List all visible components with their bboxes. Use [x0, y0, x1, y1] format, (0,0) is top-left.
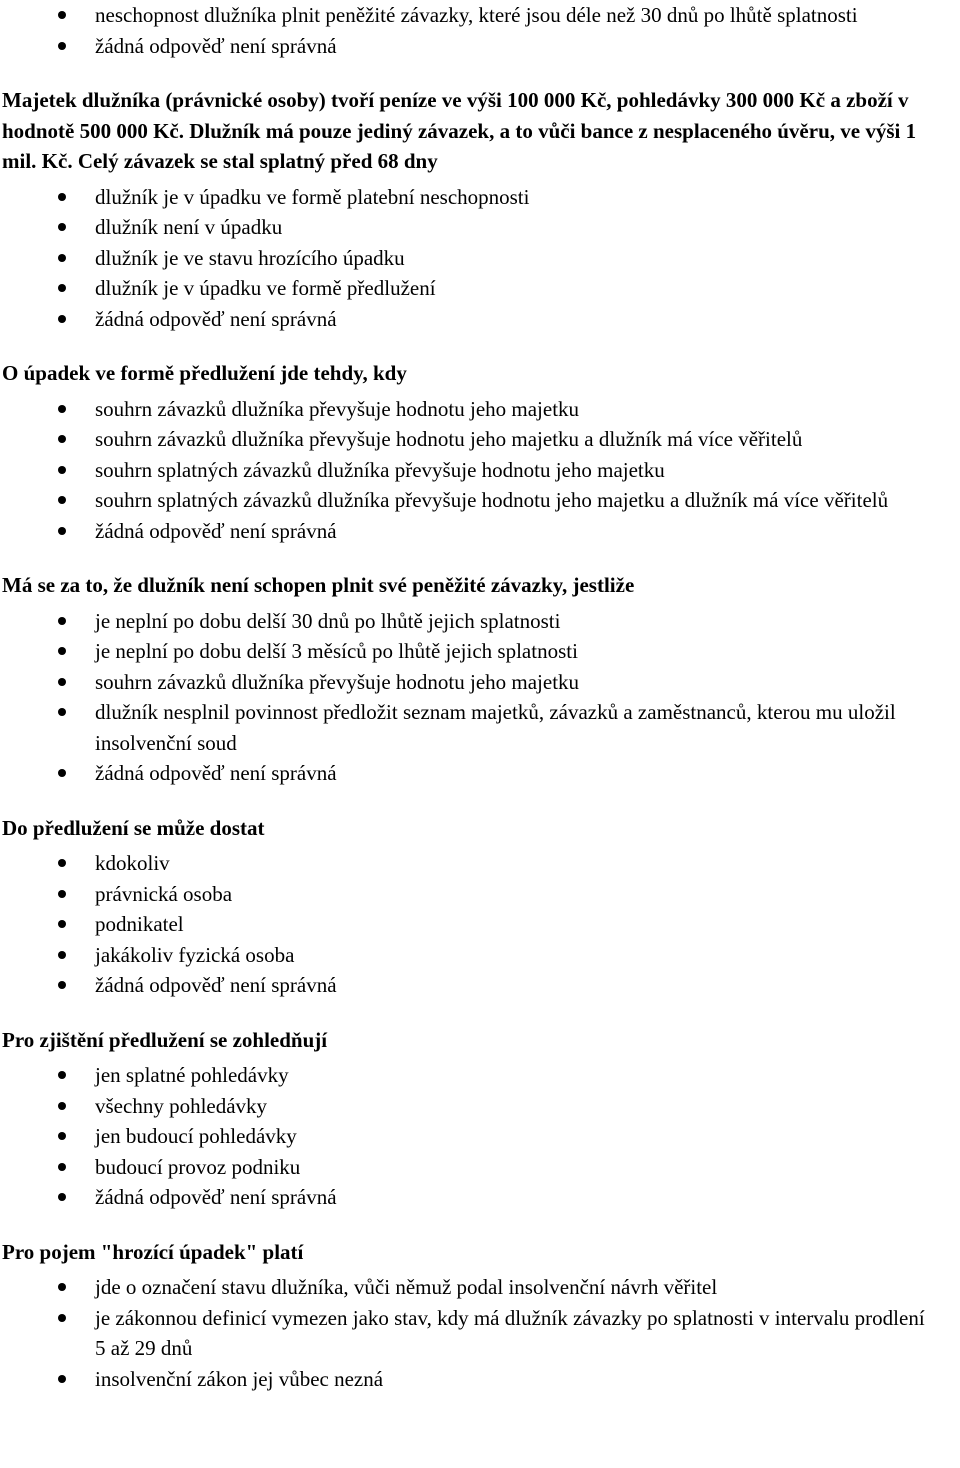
answer-option-text: souhrn závazků dlužníka převyšuje hodnotu jeho majetku a dlužník má více věřitelů — [95, 427, 803, 451]
answer-option-text: neschopnost dlužníka plnit peněžité závazky, které jsou déle než 30 dnů po lhůtě splatnosti — [95, 3, 858, 27]
question-text: O úpadek ve formě předlužení jde tehdy, kdy — [2, 361, 407, 385]
bullet-icon — [58, 254, 66, 262]
answer-option[interactable] — [0, 273, 960, 304]
bullet-icon — [58, 859, 66, 867]
answer-option[interactable] — [0, 1272, 960, 1303]
bullet-icon — [58, 890, 66, 898]
answer-option-text: žádná odpověď není správná — [95, 973, 337, 997]
answer-list — [0, 1060, 960, 1213]
answer-option[interactable] — [0, 1060, 960, 1091]
answer-option[interactable] — [0, 697, 960, 758]
answer-option-text: je neplní po dobu delší 3 měsíců po lhůtě jejich splatnosti — [95, 639, 578, 663]
answer-option[interactable] — [0, 424, 960, 455]
bullet-icon — [58, 42, 66, 50]
answer-option[interactable] — [0, 879, 960, 910]
question-text: Pro pojem "hrozící úpadek" platí — [2, 1239, 304, 1264]
bullet-icon — [58, 920, 66, 928]
answer-option[interactable] — [0, 1121, 960, 1152]
answer-option-text: jen budoucí pohledávky — [95, 1124, 297, 1148]
answer-option-text: je zákonnou definicí vymezen jako stav, kdy má dlužník závazky po splatnosti v intervalu prodlení 5 až 29 dnů — [95, 1305, 925, 1360]
answer-option[interactable] — [0, 758, 960, 789]
question-block — [0, 1025, 960, 1213]
answer-option-text: podnikatel — [95, 912, 184, 936]
answer-option-text: kdokoliv — [95, 851, 170, 875]
answer-option-text: všechny pohledávky — [95, 1093, 268, 1118]
answer-option-text: insolvenční zákon jej vůbec nezná — [95, 1366, 384, 1391]
answer-option-text: jakákoliv fyzická osoba — [95, 942, 295, 967]
answer-option-text: souhrn závazků dlužníka převyšuje hodnotu jeho majetku — [95, 669, 580, 694]
bullet-icon — [58, 435, 66, 443]
bullet-icon — [58, 769, 66, 777]
bullet-icon — [58, 527, 66, 535]
question-text: Má se za to, že dlužník není schopen plnit své peněžité závazky, jestliže — [2, 573, 635, 597]
question-block — [0, 0, 960, 61]
answer-option-text: žádná odpověď není správná — [95, 518, 337, 543]
bullet-icon — [58, 1283, 66, 1291]
question-text: Majetek dlužníka (právnické osoby) tvoří peníze ve výši 100 000 Kč, pohledávky 300 000 Kč a zboží v hodnotě 500 000 Kč. Dlužník má pouze jediný závazek, a to vůči bance z nesplaceného úvěru, ve výši 1 mil. Kč. Celý závazek se stal splatný před 68 dny — [2, 88, 917, 173]
answer-list — [0, 606, 960, 789]
bullet-icon — [58, 11, 66, 19]
answer-option-text: žádná odpověď není správná — [95, 33, 337, 58]
answer-option-text: jen splatné pohledávky — [95, 1063, 289, 1087]
bullet-icon — [58, 1314, 66, 1322]
bullet-icon — [58, 678, 66, 686]
answer-option[interactable] — [0, 31, 960, 62]
answer-list — [0, 0, 960, 61]
bullet-icon — [58, 708, 66, 716]
question-block — [0, 570, 960, 789]
answer-list — [0, 182, 960, 335]
question-text: Pro zjištění předlužení se zohledňují — [2, 1027, 328, 1052]
bullet-icon — [58, 1163, 66, 1171]
answer-option[interactable] — [0, 0, 960, 31]
bullet-icon — [58, 223, 66, 231]
answer-option[interactable] — [0, 182, 960, 213]
bullet-icon — [58, 981, 66, 989]
answer-option-text: souhrn splatných závazků dlužníka převyšuje hodnotu jeho majetku a dlužník má více věřitelů — [95, 488, 889, 512]
bullet-icon — [58, 315, 66, 323]
answer-option[interactable] — [0, 1152, 960, 1183]
answer-option[interactable] — [0, 304, 960, 335]
answer-option[interactable] — [0, 970, 960, 1001]
question-block — [0, 1237, 960, 1395]
answer-option-text: souhrn splatných závazků dlužníka převyšuje hodnotu jeho majetku — [95, 457, 665, 482]
bullet-icon — [58, 496, 66, 504]
answer-option-text: budoucí provoz podniku — [95, 1154, 301, 1179]
answer-option[interactable] — [0, 243, 960, 274]
answer-option-text: žádná odpověď není správná — [95, 761, 337, 785]
answer-option[interactable] — [0, 1091, 960, 1122]
question-block — [0, 358, 960, 546]
answer-list — [0, 394, 960, 547]
answer-option-text: dlužník je v úpadku ve formě platební neschopnosti — [95, 184, 530, 209]
answer-option[interactable] — [0, 1182, 960, 1213]
answer-option[interactable] — [0, 485, 960, 516]
answer-option[interactable] — [0, 636, 960, 667]
bullet-icon — [58, 1193, 66, 1201]
answer-option[interactable] — [0, 212, 960, 243]
answer-option-text: žádná odpověď není správná — [95, 306, 337, 331]
answer-option[interactable] — [0, 1303, 960, 1364]
answer-list — [0, 848, 960, 1001]
bullet-icon — [58, 951, 66, 959]
bullet-icon — [58, 1132, 66, 1140]
bullet-icon — [58, 466, 66, 474]
answer-option[interactable] — [0, 909, 960, 940]
answer-option[interactable] — [0, 940, 960, 971]
answer-option[interactable] — [0, 1364, 960, 1395]
answer-option[interactable] — [0, 455, 960, 486]
bullet-icon — [58, 1102, 66, 1110]
answer-option-text: právnická osoba — [95, 881, 233, 906]
bullet-icon — [58, 405, 66, 413]
question-block — [0, 813, 960, 1001]
answer-option[interactable] — [0, 394, 960, 425]
bullet-icon — [58, 647, 66, 655]
answer-option-text: dlužník není v úpadku — [95, 215, 283, 239]
answer-option[interactable] — [0, 516, 960, 547]
bullet-icon — [58, 617, 66, 625]
bullet-icon — [58, 193, 66, 201]
answer-option-text: jde o označení stavu dlužníka, vůči němuž podal insolvenční návrh věřitel — [95, 1275, 718, 1299]
answer-option-text: je neplní po dobu delší 30 dnů po lhůtě jejich splatnosti — [95, 608, 561, 633]
answer-option-text: souhrn závazků dlužníka převyšuje hodnotu jeho majetku — [95, 396, 580, 421]
answer-list — [0, 1272, 960, 1394]
question-block — [0, 85, 960, 334]
answer-option[interactable] — [0, 848, 960, 879]
answer-option-text: dlužník je v úpadku ve formě předlužení — [95, 276, 436, 300]
answer-option[interactable] — [0, 606, 960, 637]
bullet-icon — [58, 1071, 66, 1079]
bullet-icon — [58, 284, 66, 292]
question-text: Do předlužení se může dostat — [2, 815, 265, 840]
answer-option-text: žádná odpověď není správná — [95, 1185, 337, 1209]
answer-option[interactable] — [0, 667, 960, 698]
answer-option-text: dlužník je ve stavu hrozícího úpadku — [95, 245, 405, 270]
answer-option-text: dlužník nesplnil povinnost předložit seznam majetků, závazků a zaměstnanců, kterou mu uložil insolvenční soud — [95, 700, 896, 755]
bullet-icon — [58, 1375, 66, 1383]
